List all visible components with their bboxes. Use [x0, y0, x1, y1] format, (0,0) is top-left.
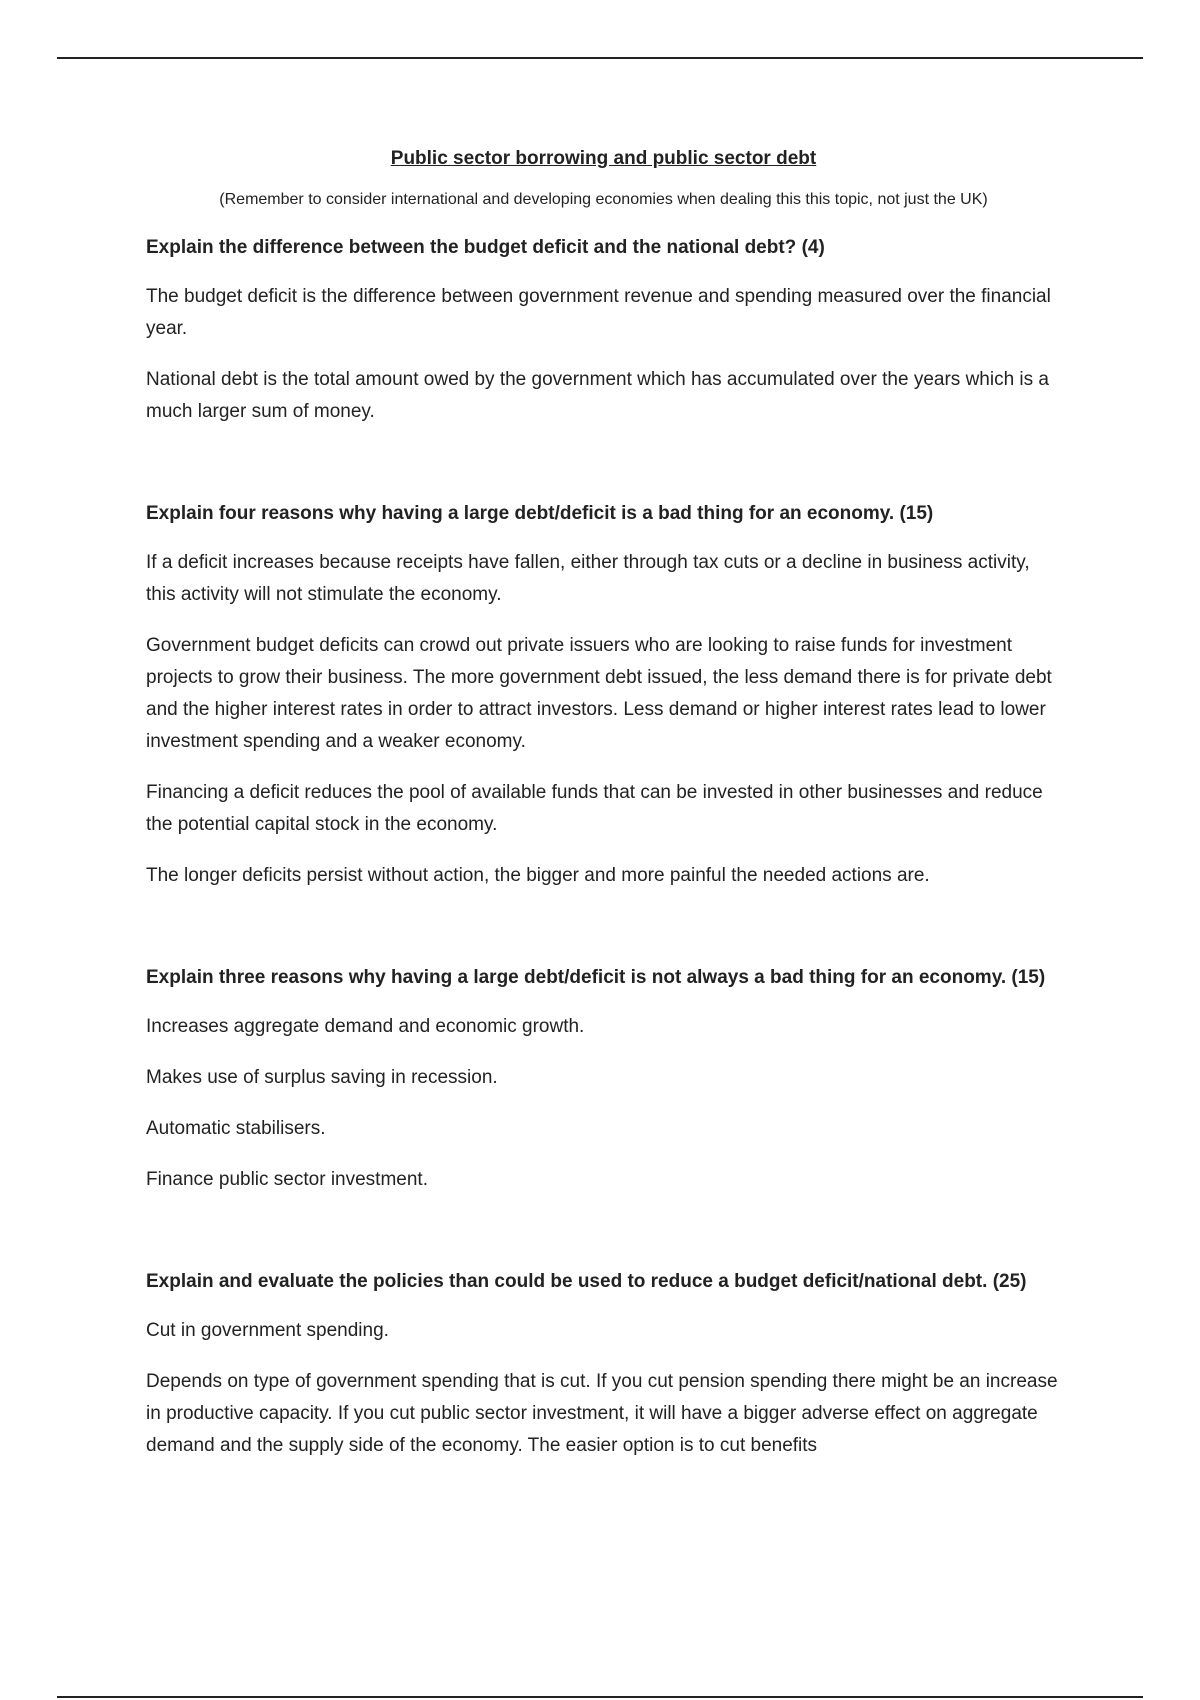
- section-spacer: [146, 911, 1061, 962]
- section-spacer: [146, 447, 1061, 498]
- section-3: [146, 962, 1061, 1196]
- section-spacer: [146, 1215, 1061, 1266]
- answer-paragraph: If a deficit increases because receipts have fallen, either through tax cuts or a decline in business activity, this activity will not stimulate the economy.: [146, 552, 1030, 605]
- section-4: [146, 1266, 1061, 1462]
- question-heading: Explain and evaluate the policies than could be used to reduce a budget deficit/national debt. (25): [146, 1271, 1027, 1292]
- answer-paragraph: Makes use of surplus saving in recession.: [146, 1067, 498, 1088]
- answer-paragraph: Automatic stabilisers.: [146, 1118, 326, 1139]
- question-heading: Explain the difference between the budget deficit and the national debt? (4): [146, 237, 825, 258]
- section-2: [146, 498, 1061, 892]
- document-title: Public sector borrowing and public sector debt: [390, 148, 817, 169]
- answer-paragraph: Depends on type of government spending that is cut. If you cut pension spending there might be an increase in productive capacity. If you cut public sector investment, it will have a bigger adverse effect on aggregate demand and the supply side of the economy. The easier option is to cut benefits: [146, 1371, 1058, 1456]
- section-1: [146, 232, 1061, 428]
- question-heading: Explain three reasons why having a large debt/deficit is not always a bad thing for an economy. (15): [146, 967, 1046, 988]
- answer-paragraph: Cut in government spending.: [146, 1320, 389, 1341]
- answer-paragraph: The longer deficits persist without action, the bigger and more painful the needed actions are.: [146, 865, 930, 886]
- header-rule: [57, 57, 1143, 59]
- document-note: (Remember to consider international and developing economies when dealing this this topic, not just the UK): [219, 191, 988, 208]
- question-heading: Explain four reasons why having a large debt/deficit is a bad thing for an economy. (15): [146, 503, 934, 524]
- answer-paragraph: Government budget deficits can crowd out private issuers who are looking to raise funds for investment projects to grow their business. The more government debt issued, the less demand there is for private debt and the higher interest rates in order to attract investors. Less demand or higher interest rates lead to lower investment spending and a weaker economy.: [146, 635, 1052, 752]
- answer-paragraph: Financing a deficit reduces the pool of available funds that can be invested in other businesses and reduce the potential capital stock in the economy.: [146, 782, 1043, 835]
- document-body: [146, 142, 1061, 1481]
- answer-paragraph: Finance public sector investment.: [146, 1169, 428, 1190]
- answer-paragraph: Increases aggregate demand and economic growth.: [146, 1016, 585, 1037]
- answer-paragraph: The budget deficit is the difference between government revenue and spending measured over the financial year.: [146, 286, 1051, 339]
- answer-paragraph: National debt is the total amount owed by the government which has accumulated over the years which is a much larger sum of money.: [146, 369, 1050, 422]
- footer-rule: [57, 1696, 1143, 1698]
